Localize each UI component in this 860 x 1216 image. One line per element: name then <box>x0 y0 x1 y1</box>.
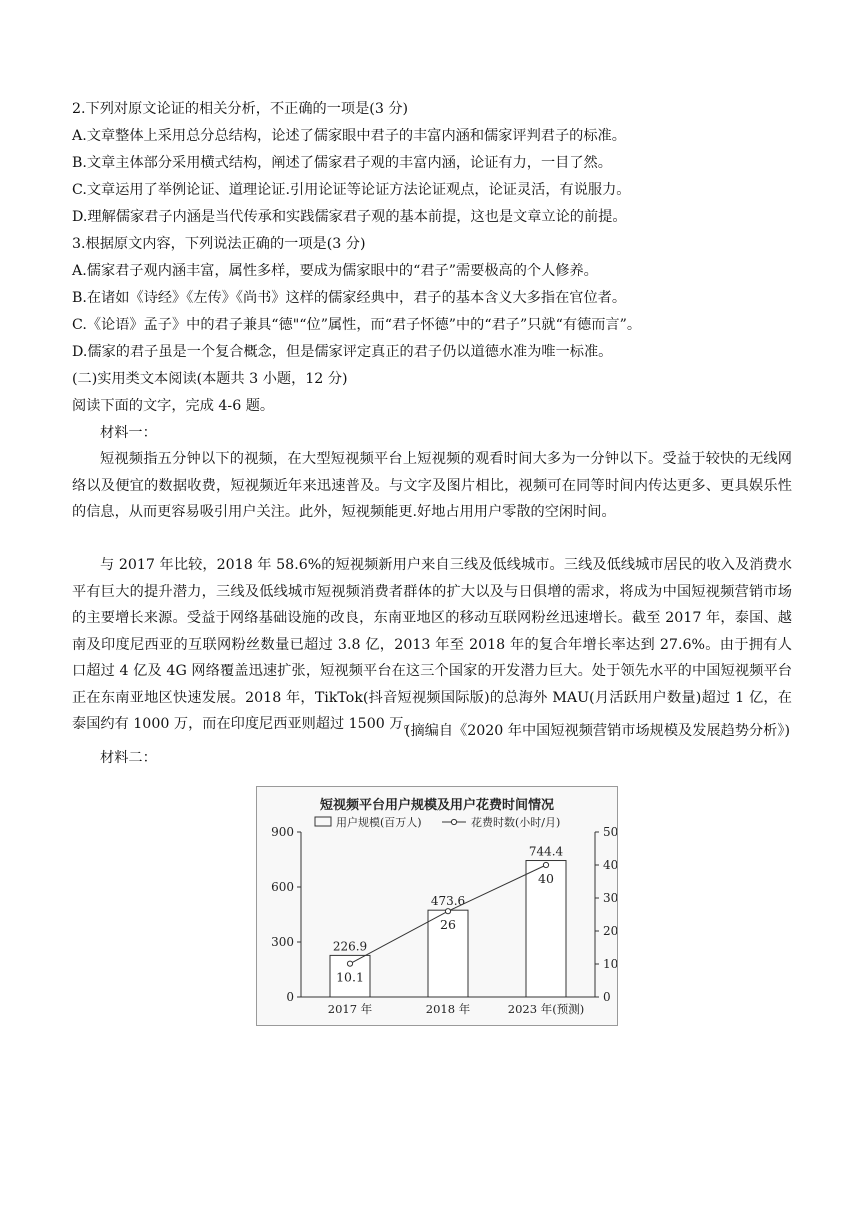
line-data-label: 10.1 <box>336 969 364 985</box>
line-data-label: 26 <box>440 917 456 933</box>
q3-option-d: D.儒家的君子虽是一个复合概念，但是儒家评定真正的君子仍以道德水准为唯一标准。 <box>72 344 613 360</box>
legend-line-marker <box>451 819 456 824</box>
line-point <box>543 862 548 867</box>
left-tick-label: 300 <box>271 935 294 949</box>
q3-option-c: C.《论语》孟子》中的君子兼具“德"“位”属性，而“君子怀德”中的“君子”只就“有德而言”。 <box>72 317 642 333</box>
left-tick-label: 900 <box>271 825 294 839</box>
material1-label: 材料一： <box>100 425 157 441</box>
material1-paragraph-1: 短视频指五分钟以下的视频，在大型短视频平台上短视频的观看时间大多为一分钟以下。受益于较快的无线网络以及便宜的数据收费，短视频近年来迅速普及。与文字及图片相比，视频可在同等时间内传达更多、更具娱乐性的信息，从而更容易吸引用户关注。此外，短视频能更.好地占用用户零散的空闲时间。 <box>72 451 792 520</box>
left-tick-label: 600 <box>271 880 294 894</box>
q2-option-b: B.文章主体部分采用横式结构，阐述了儒家君子观的丰富内涵，论证有力，一目了然。 <box>72 155 612 171</box>
legend-bar-label: 用户规模(百万人) <box>336 816 422 829</box>
right-tick-label: 20 <box>603 924 617 938</box>
section-heading: (二)实用类文本阅读(本题共 3 小题，12 分) <box>72 371 348 387</box>
bar-data-label: 473.6 <box>430 894 466 909</box>
q2-option-c: C.文章运用了举例论证、道理论证.引用论证等论证方法论证观点，论证灵活，有说服力。 <box>72 182 631 198</box>
x-category-label: 2018 年 <box>425 1002 471 1016</box>
q2-option-d: D.理解儒家君子内涵是当代传承和实践儒家君子观的基本前提，这也是文章立论的前提。 <box>72 209 627 225</box>
q3-option-a: A.儒家君子观内涵丰富，属性多样，要成为儒家眼中的“君子”需要极高的个人修养。 <box>72 263 598 279</box>
q3-option-b: B.在诸如《诗经》《左传》《尚书》这样的儒家经典中，君子的基本含义大多指在官位者。 <box>72 290 627 306</box>
right-tick-label: 50 <box>603 825 617 839</box>
q2-stem: 2.下列对原文论证的相关分析，不正确的一项是(3 分) <box>72 101 409 117</box>
right-tick-label: 0 <box>603 990 611 1004</box>
right-tick-label: 30 <box>603 891 617 905</box>
bar-data-label: 744.4 <box>528 844 564 859</box>
x-category-label: 2017 年 <box>327 1002 373 1016</box>
legend-line-label: 花费时数(小时/月) <box>471 816 561 829</box>
x-category-label: 2023 年(预测) <box>507 1002 585 1016</box>
legend-bar-swatch <box>315 817 331 826</box>
left-tick-label: 0 <box>286 990 294 1004</box>
chart-title: 短视频平台用户规模及用户花费时间情况 <box>319 798 555 813</box>
material2-label: 材料二： <box>100 750 157 766</box>
chart-legend <box>315 815 560 829</box>
chart-frame <box>256 786 618 1026</box>
section-instruction: 阅读下面的文字，完成 4-6 题。 <box>72 398 275 414</box>
right-tick-label: 40 <box>603 858 617 872</box>
bar-line-chart <box>257 787 617 1025</box>
line-data-label: 40 <box>538 871 554 886</box>
line-point <box>445 909 450 914</box>
q2-option-a: A.文章整体上采用总分总结构，论述了儒家眼中君子的丰富内涵和儒家评判君子的标准。 <box>72 128 626 144</box>
q3-stem: 3.根据原文内容，下列说法正确的一项是(3 分) <box>72 236 366 252</box>
material1-paragraph-2: 与 2017 年比较，2018 年 58.6%的短视频新用户来自三线及低线城市。三线及低线城市居民的收入及消费水平有巨大的提升潜力，三线及低线城市短视频消费者群体的扩大以及与日俱增的需求，将成为中国短视频营销市场的主要增长来源。受益于网络基础设施的改良，东南亚地区的移动互联网粉丝迅速增长。截至 2017 年，泰国、越南及印度尼西亚的互联网粉丝数量已超过 3.8 亿，2013 年至 2018 年的复合年增长率达到 27.6%。由于拥有人口超过 4 亿及 4G 网络覆盖迅速扩张，短视频平台在这三个国家的开发潜力巨大。处于领先水平的中国短视频平台正在东南亚地区快速发展。2018 年，TikTok(抖音短视频国际版)的总海外 MAU(月活跃用户数量)超过 1 亿，在泰国约有 1000 万，而在印度尼西亚则超过 1500 万。 <box>72 557 792 732</box>
right-tick-label: 10 <box>603 957 617 971</box>
bar-data-label: 226.9 <box>332 939 368 954</box>
plot-area <box>271 825 617 1016</box>
line-point <box>347 961 352 966</box>
source-citation: (摘编自《2020 年中国短视频营销市场规模及发展趋势分析》) <box>404 723 790 739</box>
